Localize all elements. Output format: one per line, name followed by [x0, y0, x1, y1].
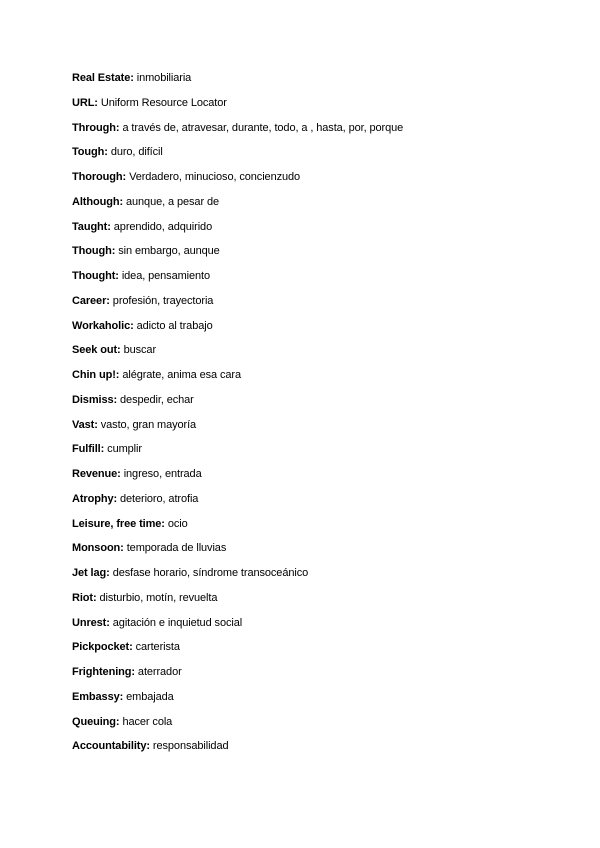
entry-term: Career: [72, 294, 110, 307]
entry-definition: responsabilidad [152, 740, 229, 753]
entry-term: Embassy: [72, 690, 124, 703]
entry-definition: sin embargo, aunque [118, 245, 220, 258]
entry-term: Queuing: [72, 715, 120, 728]
vocabulary-entry [72, 738, 403, 763]
entry-definition: ocio [167, 517, 188, 530]
vocabulary-entry [72, 491, 403, 516]
vocabulary-entry [72, 417, 403, 442]
entry-term: Dismiss: [72, 393, 118, 406]
entry-term: Chin up!: [72, 369, 120, 381]
entry-term: Leisure, free time: [72, 517, 165, 530]
entry-term: Fulfill: [72, 443, 105, 456]
entry-term: Jet lag: [72, 567, 110, 579]
vocabulary-entry [72, 565, 403, 590]
vocabulary-entry [72, 639, 403, 664]
vocabulary-entry [72, 392, 403, 417]
vocabulary-entry [72, 243, 403, 268]
entry-term: Frightening: [72, 666, 135, 678]
vocabulary-entry [72, 194, 403, 219]
entry-definition: profesión, trayectoria [112, 294, 214, 307]
vocabulary-entry [72, 516, 403, 541]
entry-definition: deterioro, atrofia [120, 492, 199, 505]
vocabulary-entry [72, 268, 403, 293]
vocabulary-entry [72, 540, 403, 565]
entry-term: Revenue: [72, 468, 121, 480]
entry-definition: duro, difícil [110, 146, 163, 159]
vocabulary-entry [72, 95, 403, 120]
entry-definition: disturbio, motín, revuelta [99, 591, 218, 604]
vocabulary-entry [72, 169, 403, 194]
vocabulary-entry [72, 144, 403, 169]
entry-term: Monsoon: [72, 542, 124, 555]
entry-term: Seek out: [72, 344, 121, 357]
entry-term: Thorough: [72, 171, 127, 183]
entry-definition: buscar [123, 344, 157, 357]
entry-term: Real Estate: [72, 72, 134, 84]
entry-term: Though: [72, 245, 116, 258]
vocabulary-entry [72, 615, 403, 640]
entry-definition: adicto al trabajo [136, 319, 213, 332]
entry-term: URL: [72, 96, 98, 109]
vocabulary-entry [72, 293, 403, 318]
entry-definition: Uniform Resource Locator [100, 96, 227, 109]
entry-definition: embajada [126, 690, 174, 703]
vocabulary-entry [72, 466, 403, 491]
vocabulary-entry [72, 219, 403, 244]
entry-term: Unrest: [72, 616, 110, 629]
vocabulary-entry [72, 120, 403, 145]
entry-term: Taught: [72, 220, 111, 233]
vocabulary-entry [72, 70, 403, 95]
vocabulary-entry [72, 367, 403, 392]
entry-term: Pickpocket: [72, 641, 133, 654]
vocabulary-entry [72, 689, 403, 714]
vocabulary-entry [72, 441, 403, 466]
entry-term: Vast: [72, 418, 98, 431]
entry-definition: hacer cola [122, 715, 173, 728]
entry-term: Through: [72, 121, 120, 134]
entry-definition: temporada de lluvias [126, 542, 227, 555]
entry-definition: carterista [135, 641, 180, 654]
entry-definition: agitación e inquietud social [112, 616, 243, 629]
entry-term: Tough: [72, 146, 108, 159]
entry-term: Although: [72, 195, 124, 208]
entry-definition: aterrador [137, 666, 182, 678]
vocabulary-entry [72, 714, 403, 739]
entry-definition: Verdadero, minucioso, concienzudo [129, 171, 301, 183]
vocabulary-entry [72, 590, 403, 615]
entry-definition: aunque, a pesar de [126, 195, 219, 208]
entry-term: Workaholic: [72, 319, 134, 332]
vocabulary-entry [72, 342, 403, 367]
entry-definition: a través de, atravesar, durante, todo, a , hasta, por, porque [122, 121, 404, 134]
entry-term: Riot: [72, 591, 97, 604]
entry-term: Accountability: [72, 740, 150, 753]
entry-definition: alégrate, anima esa cara [122, 369, 241, 381]
entry-definition: despedir, echar [120, 393, 194, 406]
vocabulary-entry [72, 664, 403, 689]
entry-definition: desfase horario, síndrome transoceánico [112, 567, 309, 579]
vocabulary-entry [72, 318, 403, 343]
entry-definition: cumplir [107, 443, 142, 456]
entry-term: Atrophy: [72, 492, 118, 505]
entry-definition: ingreso, entrada [123, 468, 202, 480]
entry-definition: idea, pensamiento [121, 270, 211, 282]
entry-definition: inmobiliaria [136, 72, 192, 84]
entry-definition: aprendido, adquirido [113, 220, 213, 233]
entry-term: Thought: [72, 270, 119, 282]
vocabulary-list [72, 70, 403, 763]
entry-definition: vasto, gran mayoría [100, 418, 197, 431]
